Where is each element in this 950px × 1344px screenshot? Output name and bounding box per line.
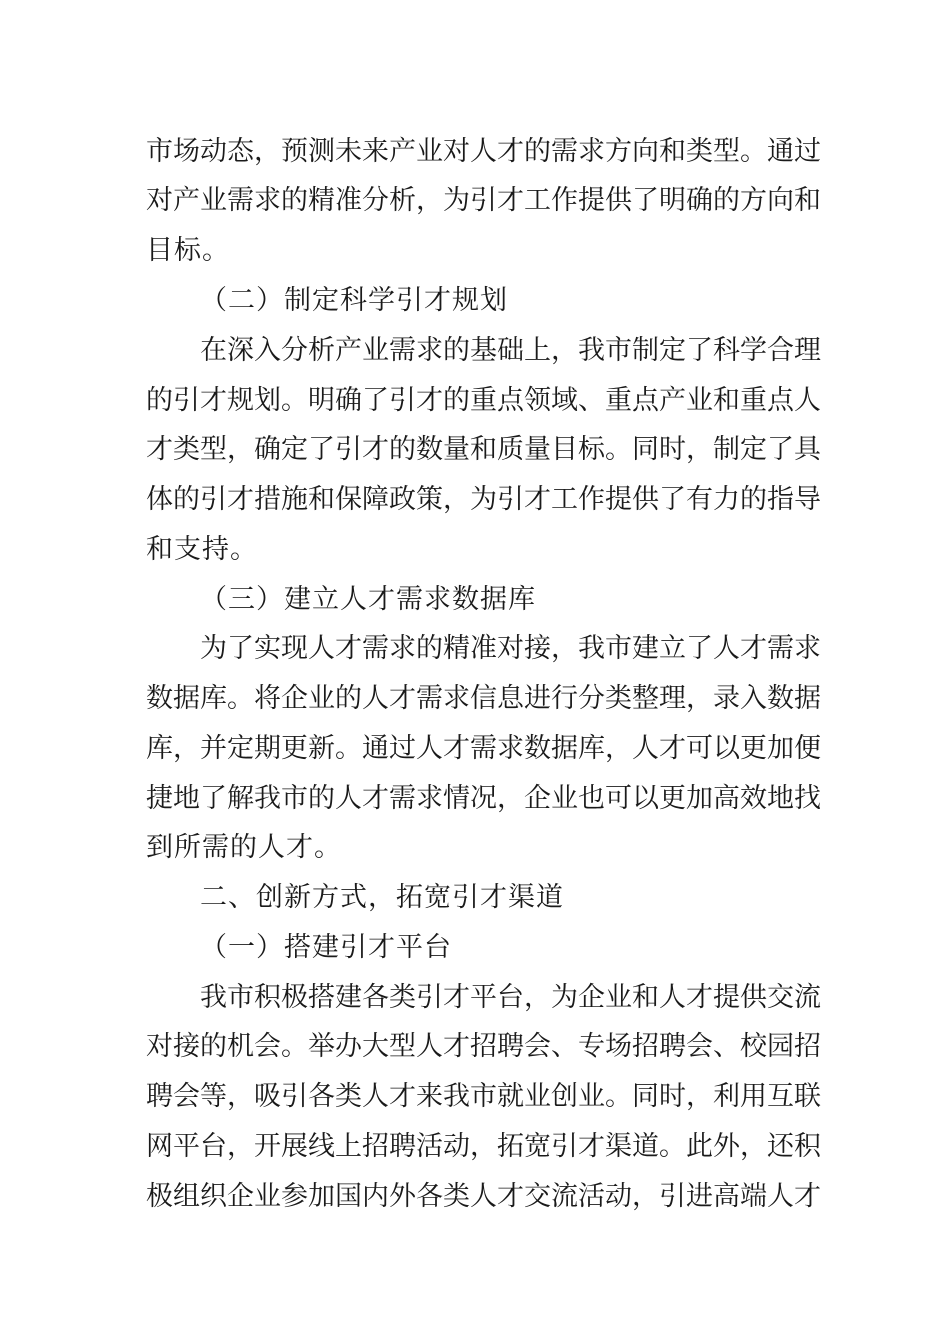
- body-text-line: 在深入分析产业需求的基础上，我市制定了科学合理: [200, 335, 821, 366]
- body-text-line: 极组织企业参加国内外各类人才交流活动，引进高端人才: [146, 1181, 821, 1212]
- body-text-line: 数据库。将企业的人才需求信息进行分类整理，录入数据: [146, 683, 821, 714]
- body-text-line: 我市积极搭建各类引才平台，为企业和人才提供交流: [200, 982, 821, 1013]
- body-text-line: 捷地了解我市的人才需求情况，企业也可以更加高效地找: [146, 783, 821, 814]
- section-heading: （一）搭建引才平台: [200, 932, 452, 963]
- body-text-line: 网平台，开展线上招聘活动，拓宽引才渠道。此外，还积: [146, 1131, 821, 1162]
- section-heading: （三）建立人才需求数据库: [200, 584, 536, 615]
- body-text-line: 为了实现人才需求的精准对接，我市建立了人才需求: [200, 633, 821, 664]
- body-text-line: 库，并定期更新。通过人才需求数据库，人才可以更加便: [146, 733, 821, 764]
- body-text-line: 聘会等，吸引各类人才来我市就业创业。同时，利用互联: [146, 1081, 821, 1112]
- body-text-line: 目标。: [146, 235, 230, 266]
- body-text-line: 市场动态，预测未来产业对人才的需求方向和类型。通过: [146, 136, 821, 167]
- body-text-line: 对产业需求的精准分析，为引才工作提供了明确的方向和: [146, 185, 821, 216]
- chapter-heading: 二、创新方式，拓宽引才渠道: [200, 882, 564, 913]
- section-heading: （二）制定科学引才规划: [200, 285, 508, 316]
- body-text-line: 和支持。: [146, 534, 258, 565]
- body-text-line: 体的引才措施和保障政策，为引才工作提供了有力的指导: [146, 484, 821, 515]
- body-text-line: 才类型，确定了引才的数量和质量目标。同时，制定了具: [146, 434, 821, 465]
- body-text-line: 的引才规划。明确了引才的重点领域、重点产业和重点人: [146, 385, 821, 416]
- body-text-line: 对接的机会。举办大型人才招聘会、专场招聘会、校园招: [146, 1031, 821, 1062]
- body-text-line: 到所需的人才。: [146, 832, 342, 863]
